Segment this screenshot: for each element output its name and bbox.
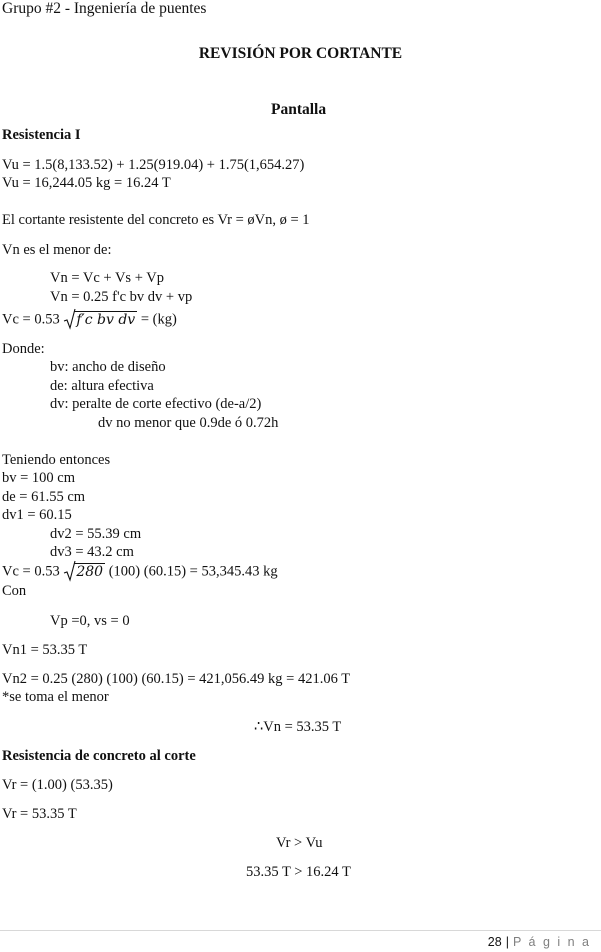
value-vp-vs: Vp =0, vs = 0 <box>50 613 130 629</box>
definition-dv-note: dv no menor que 0.9de ó 0.72h <box>98 415 279 431</box>
page-title <box>0 45 601 63</box>
sqrt-icon <box>63 308 77 330</box>
value-vn1: Vn1 = 53.35 T <box>2 642 88 658</box>
vc-formula-suffix: = (kg) <box>137 311 177 328</box>
sqrt-icon <box>63 560 77 582</box>
section-subtitle: Pantalla <box>271 101 327 118</box>
value-dv3: dv3 = 43.2 cm <box>50 544 134 560</box>
equation-vr-2: Vr = 53.35 T <box>2 806 77 822</box>
equation-vr-1: Vr = (1.00) (53.35) <box>2 777 113 793</box>
value-dv1: dv1 = 60.15 <box>2 507 72 523</box>
section-heading-resistencia-concreto: Resistencia de concreto al corte <box>2 748 196 764</box>
equation-vc-formula <box>2 311 177 329</box>
equation-vc-value <box>2 563 278 581</box>
label-donde: Donde: <box>2 341 45 357</box>
section-heading-resistencia-i: Resistencia I <box>2 127 81 143</box>
equation-vu-1: Vu = 1.5(8,133.52) + 1.25(919.04) + 1.75(1,654.27) <box>2 157 305 173</box>
vc-value-radicand: 280 <box>76 564 104 580</box>
value-vn2: Vn2 = 0.25 (280) (100) (60.15) = 421,056.49 kg = 421.06 T <box>2 671 351 687</box>
value-bv: bv = 100 cm <box>2 470 76 486</box>
page-label: P á g i n a <box>512 935 591 949</box>
equation-vu-2: Vu = 16,244.05 kg = 16.24 T <box>2 175 171 191</box>
definition-bv: bv: ancho de diseño <box>50 359 166 375</box>
vc-formula-radicand: f′c bv dv <box>76 312 136 328</box>
page-footer <box>488 935 591 949</box>
vc-value-prefix: Vc = 0.53 <box>2 563 60 580</box>
footer-separator: | <box>505 935 509 949</box>
conclusion-vn: ∴Vn = 53.35 T <box>254 719 342 735</box>
text-vn-min: Vn es el menor de: <box>2 242 112 258</box>
definition-de: de: altura efectiva <box>50 378 154 394</box>
equation-vn-2: Vn = 0.25 f'c bv dv + vp <box>50 289 193 305</box>
value-de: de = 61.55 cm <box>2 489 86 505</box>
note-se-toma-menor: *se toma el menor <box>2 689 109 705</box>
sqrt-symbol <box>63 311 137 329</box>
page-number: 28 <box>487 935 502 949</box>
equation-vn-1: Vn = Vc + Vs + Vp <box>50 270 164 286</box>
page-title-text: REVISIÓN POR CORTANTE <box>198 45 403 62</box>
vc-value-suffix: (100) (60.15) = 53,345.43 kg <box>105 563 278 580</box>
footer-divider <box>0 930 601 931</box>
document-header: Grupo #2 - Ingeniería de puentes <box>2 0 207 17</box>
label-teniendo: Teniendo entonces <box>2 452 111 468</box>
comparison-vr-vu: Vr > Vu <box>276 835 323 851</box>
definition-dv: dv: peralte de corte efectivo (de-a/2) <box>50 396 262 412</box>
vc-formula-prefix: Vc = 0.53 <box>2 311 60 328</box>
text-concrete-shear: El cortante resistente del concreto es Vr = øVn, ø = 1 <box>2 212 310 228</box>
label-con: Con <box>2 583 27 599</box>
comparison-result: 53.35 T > 16.24 T <box>246 864 351 880</box>
sqrt-symbol-2 <box>63 563 105 581</box>
value-dv2: dv2 = 55.39 cm <box>50 526 142 542</box>
